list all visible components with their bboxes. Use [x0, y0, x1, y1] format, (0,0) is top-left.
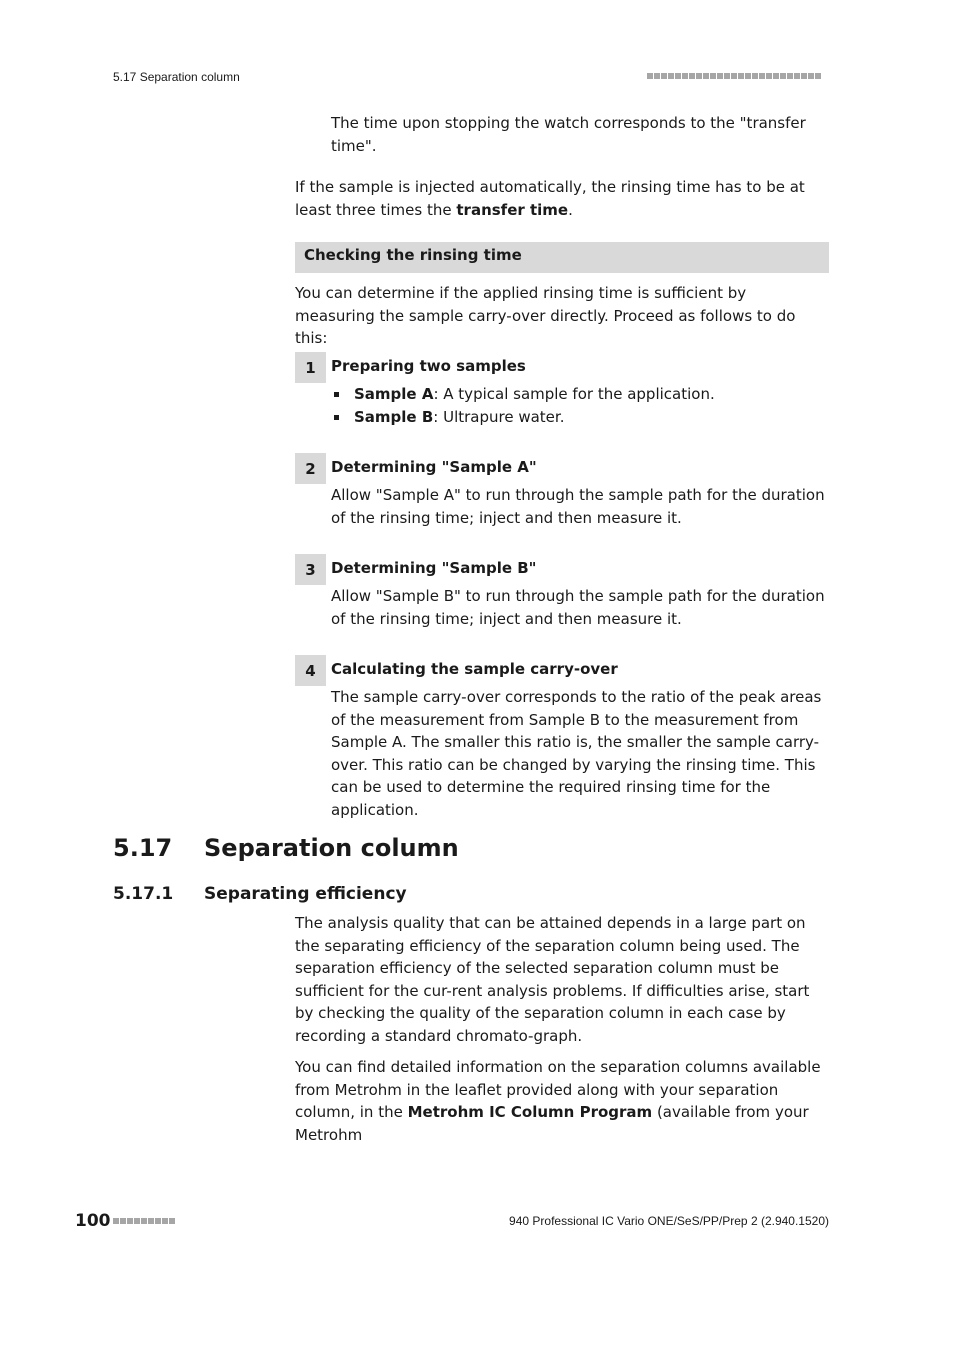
checking-intro: You can determine if the applied rinsing time is sufficient by measuring the sample carry-over directly. Proceed as follows to do this:	[295, 284, 796, 347]
step-1-bullets	[331, 383, 831, 428]
checking-heading: Checking the rinsing time	[304, 246, 522, 264]
subsection-title: Separating efficiency	[204, 884, 407, 904]
page-number: 100	[75, 1211, 111, 1231]
subsection-number: 5.17.1	[113, 884, 174, 904]
step-number-2: 2	[295, 453, 326, 484]
list-item: Sample B: Ultrapure water.	[331, 406, 831, 429]
step-body-4: The sample carry-over corresponds to the ratio of the peak areas of the measurement from Sample B to the measurement from Sample A. The smaller this ratio is, the smaller the sample carry-over. This ratio can be changed by varying the rinsing time. This can be used to determine the required rinsing time for the application.	[331, 688, 822, 819]
section-title: Separation column	[204, 834, 459, 862]
intro-paragraph-2: If the sample is injected automatically, the rinsing time has to be at least three times the transfer time.	[295, 178, 805, 219]
step-title-1: Preparing two samples	[331, 357, 526, 375]
intro-paragraph-1: The time upon stopping the watch corresponds to the "transfer time".	[331, 114, 806, 155]
step-number-4: 4	[295, 655, 326, 686]
footer-product: 940 Professional IC Vario ONE/SeS/PP/Prep 2 (2.940.1520)	[509, 1214, 829, 1228]
running-header-section: 5.17 Separation column	[113, 70, 240, 84]
step-number-1: 1	[295, 352, 326, 383]
step-title-4: Calculating the sample carry-over	[331, 660, 618, 678]
step-body-3: Allow "Sample B" to run through the sample path for the duration of the rinsing time; inject and then measure it.	[331, 587, 825, 628]
step-number-3: 3	[295, 554, 326, 585]
header-decoration-squares	[647, 73, 821, 79]
subsection-paragraph-1: The analysis quality that can be attained depends in a large part on the separating efficiency of the separation column being used. The separation efficiency of the selected separation column must be sufficient for the cur-rent analysis problems. If difficulties arise, start by checking the quality of the separation column in each case by recording a standard chromato-graph.	[295, 914, 810, 1045]
footer-decoration-squares	[113, 1218, 175, 1224]
step-title-2: Determining "Sample A"	[331, 458, 537, 476]
section-number: 5.17	[113, 834, 173, 862]
step-title-3: Determining "Sample B"	[331, 559, 537, 577]
subsection-paragraph-2: You can find detailed information on the separation columns available from Metrohm in the leaflet provided along with your separation column, in the Metrohm IC Column Program (available from your Metrohm	[295, 1058, 821, 1144]
step-body-2: Allow "Sample A" to run through the sample path for the duration of the rinsing time; inject and then measure it.	[331, 486, 825, 527]
checking-heading-bar	[295, 242, 829, 273]
list-item: Sample A: A typical sample for the application.	[331, 383, 831, 406]
